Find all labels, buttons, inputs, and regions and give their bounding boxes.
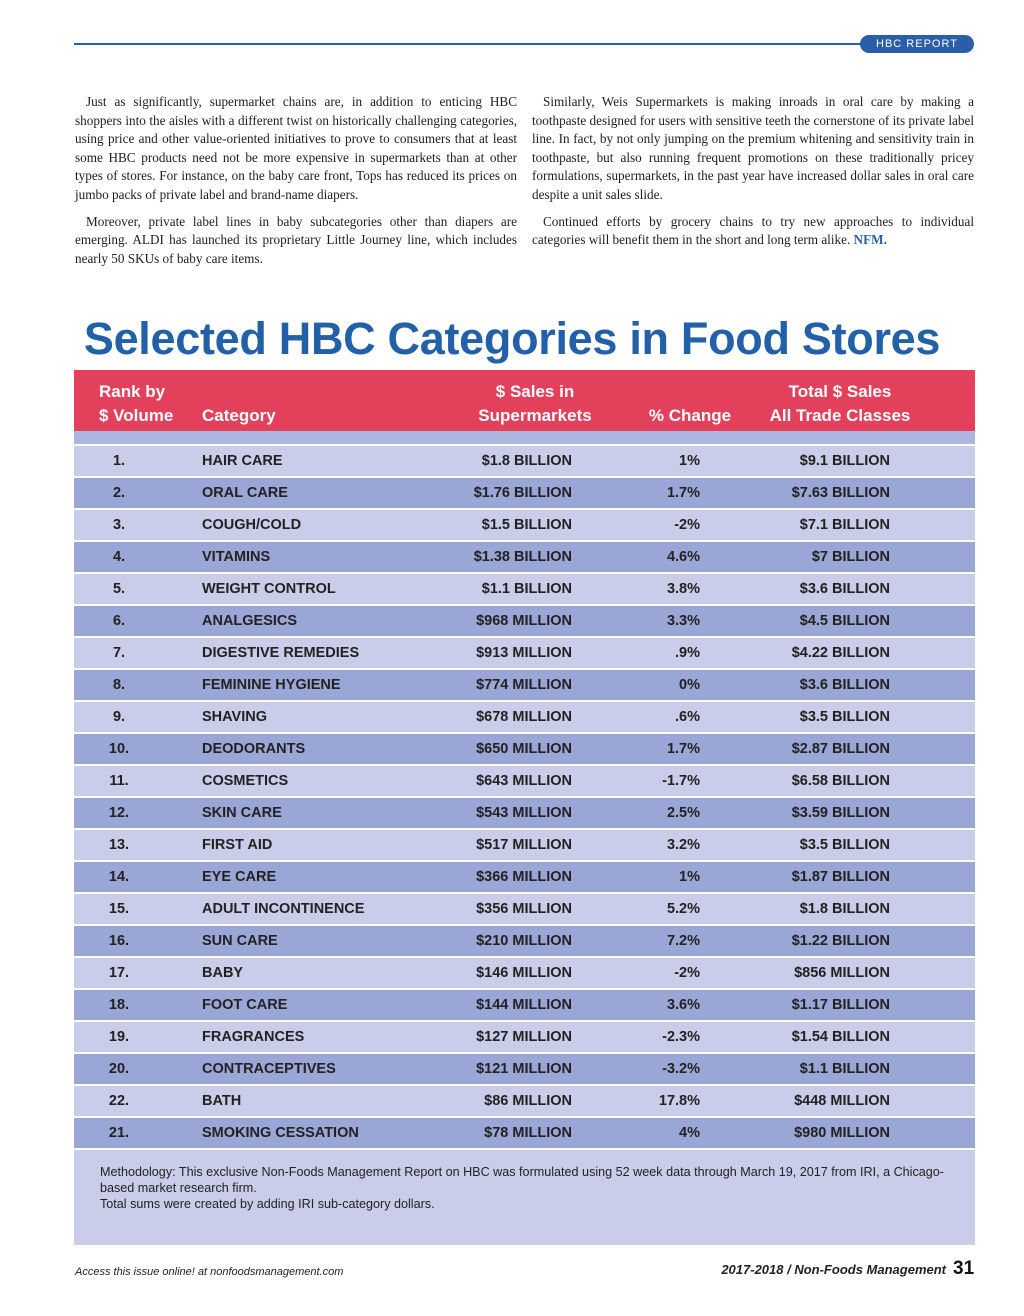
cell-change: 1.7% bbox=[666, 485, 700, 501]
cell-sales: $146 MILLION bbox=[476, 965, 572, 981]
cell-rank: 10. bbox=[108, 741, 130, 757]
cell-category: DIGESTIVE REMEDIES bbox=[202, 645, 360, 661]
table-row bbox=[74, 1052, 975, 1084]
cell-rank: 11. bbox=[109, 773, 129, 789]
cell-category: DEODORANTS bbox=[202, 741, 306, 757]
table-row bbox=[74, 444, 975, 476]
table-row bbox=[74, 572, 975, 604]
cell-sales: $650 MILLION bbox=[476, 741, 572, 757]
table-row bbox=[74, 636, 975, 668]
cell-category: ORAL CARE bbox=[202, 485, 288, 501]
cell-sales: $678 MILLION bbox=[476, 709, 572, 725]
header-total-line2: All Trade Classes bbox=[769, 406, 911, 425]
cell-category: BATH bbox=[202, 1093, 242, 1109]
cell-change: 3.3% bbox=[666, 613, 700, 629]
cell-sales: $78 MILLION bbox=[484, 1125, 572, 1141]
table-row bbox=[74, 668, 975, 700]
cell-category: FIRST AID bbox=[202, 837, 273, 853]
cell-change: -2.3% bbox=[662, 1029, 700, 1045]
header-total-line1: Total $ Sales bbox=[788, 382, 892, 401]
cell-category: SUN CARE bbox=[202, 933, 278, 949]
cell-category: WEIGHT CONTROL bbox=[202, 581, 336, 597]
article-paragraph-text: Continued efforts by grocery chains to try new approaches to individual categories will benefit them in the short and long term alike. bbox=[532, 213, 974, 248]
cell-category: FEMININE HYGIENE bbox=[202, 677, 341, 693]
section-badge: HBC REPORT bbox=[860, 35, 974, 53]
cell-total: $2.87 BILLION bbox=[791, 741, 890, 757]
table-row bbox=[74, 828, 975, 860]
cell-rank: 16. bbox=[108, 933, 130, 949]
header-sales-line1: $ Sales in bbox=[495, 382, 575, 401]
cell-total: $1.8 BILLION bbox=[799, 901, 890, 917]
cell-change: 17.8% bbox=[658, 1093, 700, 1109]
cell-total: $1.22 BILLION bbox=[791, 933, 890, 949]
cell-total: $3.5 BILLION bbox=[799, 837, 890, 853]
cell-category: SKIN CARE bbox=[202, 805, 282, 821]
cell-category: CONTRACEPTIVES bbox=[202, 1061, 336, 1077]
cell-total: $1.54 BILLION bbox=[791, 1029, 890, 1045]
table-row bbox=[74, 540, 975, 572]
cell-rank: 14. bbox=[108, 869, 130, 885]
cell-change: 0% bbox=[679, 677, 700, 693]
cell-sales: $517 MILLION bbox=[476, 837, 572, 853]
cell-rank: 2. bbox=[112, 485, 126, 501]
header-change: % Change bbox=[648, 406, 732, 425]
cell-sales: $1.1 BILLION bbox=[481, 581, 572, 597]
article-paragraph: Just as significantly, supermarket chains are, in addition to enticing HBC shoppers into the aisles with a different twist on historically challenging categories, using price and other value-oriented initiatives to prove to consumers that at least some HBC products need not be more expensive in supermarkets than at other types of stores. For instance, on the baby care front, Tops has reduced its prices on jumbo packs of private label and brand-name diapers. bbox=[75, 94, 517, 202]
table-row bbox=[74, 988, 975, 1020]
cell-change: -3.2% bbox=[662, 1061, 700, 1077]
cell-sales: $543 MILLION bbox=[476, 805, 572, 821]
cell-change: 7.2% bbox=[666, 933, 700, 949]
article-column-left bbox=[75, 93, 517, 276]
article-signature: NFM. bbox=[853, 232, 887, 248]
cell-sales: $774 MILLION bbox=[476, 677, 572, 693]
table-row bbox=[74, 764, 975, 796]
cell-category: FOOT CARE bbox=[202, 997, 288, 1013]
header-rank bbox=[99, 380, 173, 428]
table-row bbox=[74, 1084, 975, 1116]
table-row bbox=[74, 924, 975, 956]
cell-change: 1% bbox=[679, 869, 700, 885]
table-header bbox=[74, 370, 975, 431]
cell-rank: 9. bbox=[112, 709, 126, 725]
cell-sales: $121 MILLION bbox=[476, 1061, 572, 1077]
cell-category: BABY bbox=[202, 965, 244, 981]
table-row bbox=[74, 956, 975, 988]
cell-rank: 1. bbox=[112, 453, 126, 469]
cell-category: SHAVING bbox=[202, 709, 267, 725]
cell-total: $856 MILLION bbox=[794, 965, 890, 981]
table-row bbox=[74, 508, 975, 540]
cell-sales: $1.5 BILLION bbox=[481, 517, 572, 533]
cell-total: $3.6 BILLION bbox=[799, 581, 890, 597]
cell-total: $7.63 BILLION bbox=[791, 485, 890, 501]
cell-change: 5.2% bbox=[666, 901, 700, 917]
table-row bbox=[74, 732, 975, 764]
cell-category: VITAMINS bbox=[202, 549, 271, 565]
cell-sales: $86 MILLION bbox=[484, 1093, 572, 1109]
cell-change: 2.5% bbox=[666, 805, 700, 821]
cell-rank: 22. bbox=[108, 1093, 130, 1109]
header-category: Category bbox=[202, 406, 276, 425]
cell-sales: $356 MILLION bbox=[476, 901, 572, 917]
cell-total: $1.17 BILLION bbox=[791, 997, 890, 1013]
cell-change: -2% bbox=[674, 517, 700, 533]
cell-total: $7.1 BILLION bbox=[799, 517, 890, 533]
cell-category: EYE CARE bbox=[202, 869, 277, 885]
methodology-note bbox=[74, 1148, 975, 1245]
cell-sales: $1.8 BILLION bbox=[481, 453, 572, 469]
cell-rank: 7. bbox=[112, 645, 126, 661]
cell-sales: $643 MILLION bbox=[476, 773, 572, 789]
cell-change: -1.7% bbox=[662, 773, 700, 789]
cell-rank: 12. bbox=[108, 805, 130, 821]
cell-rank: 17. bbox=[108, 965, 130, 981]
cell-total: $4.5 BILLION bbox=[799, 613, 890, 629]
cell-rank: 4. bbox=[112, 549, 126, 565]
cell-rank: 5. bbox=[112, 581, 126, 597]
header-sales-line2: Supermarkets bbox=[478, 406, 592, 425]
table-row bbox=[74, 604, 975, 636]
cell-rank: 13. bbox=[108, 837, 130, 853]
cell-category: ADULT INCONTINENCE bbox=[202, 901, 365, 917]
cell-change: 1% bbox=[679, 453, 700, 469]
cell-sales: $210 MILLION bbox=[476, 933, 572, 949]
cell-total: $3.59 BILLION bbox=[791, 805, 890, 821]
cell-rank: 19. bbox=[108, 1029, 130, 1045]
article-paragraph: Moreover, private label lines in baby subcategories other than diapers are emerging. ALDI has launched its proprietary Little Journey line, which includes nearly 50 SKUs of baby care items. bbox=[75, 213, 517, 266]
cell-change: .9% bbox=[675, 645, 700, 661]
cell-sales: $913 MILLION bbox=[476, 645, 572, 661]
cell-rank: 8. bbox=[112, 677, 126, 693]
cell-change: -2% bbox=[674, 965, 700, 981]
cell-rank: 3. bbox=[112, 517, 126, 533]
table-header-spacer bbox=[74, 431, 975, 444]
cell-change: 3.8% bbox=[666, 581, 700, 597]
table-row bbox=[74, 476, 975, 508]
cell-sales: $366 MILLION bbox=[476, 869, 572, 885]
cell-rank: 21. bbox=[108, 1125, 130, 1141]
cell-rank: 18. bbox=[108, 997, 130, 1013]
cell-sales: $968 MILLION bbox=[476, 613, 572, 629]
cell-change: .6% bbox=[675, 709, 700, 725]
table-row bbox=[74, 1020, 975, 1052]
header-rank-line2: $ Volume bbox=[99, 406, 174, 425]
cell-total: $3.6 BILLION bbox=[799, 677, 890, 693]
table-row bbox=[74, 860, 975, 892]
article-paragraph bbox=[532, 213, 974, 250]
header-total bbox=[760, 380, 920, 428]
table-row bbox=[74, 700, 975, 732]
cell-category: ANALGESICS bbox=[202, 613, 298, 629]
table-row bbox=[74, 1116, 975, 1148]
cell-total: $980 MILLION bbox=[794, 1125, 890, 1141]
methodology-text: Methodology: This exclusive Non-Foods Management Report on HBC was formulated using 52 week data through March 19, 2017 from IRI, a Chicago-based market research firm. bbox=[100, 1165, 944, 1195]
cell-total: $448 MILLION bbox=[794, 1093, 890, 1109]
cell-category: SMOKING CESSATION bbox=[202, 1125, 359, 1141]
methodology-text: Total sums were created by adding IRI sub-category dollars. bbox=[100, 1197, 435, 1211]
cell-sales: $144 MILLION bbox=[476, 997, 572, 1013]
cell-total: $4.22 BILLION bbox=[791, 645, 890, 661]
article-column-right bbox=[532, 93, 974, 258]
cell-change: 1.7% bbox=[666, 741, 700, 757]
page-number: 31 bbox=[953, 1258, 975, 1279]
footer-url: Access this issue online! at nonfoodsmanagement.com bbox=[75, 1266, 344, 1278]
header-sales bbox=[468, 380, 602, 428]
table-row bbox=[74, 796, 975, 828]
cell-rank: 20. bbox=[108, 1061, 130, 1077]
cell-total: $1.1 BILLION bbox=[799, 1061, 890, 1077]
cell-sales: $1.38 BILLION bbox=[473, 549, 572, 565]
table-title: Selected HBC Categories in Food Stores bbox=[83, 313, 941, 364]
cell-category: HAIR CARE bbox=[202, 453, 283, 469]
table-row bbox=[74, 892, 975, 924]
footer-publication: 2017-2018 / Non-Foods Management bbox=[721, 1262, 946, 1277]
cell-sales: $127 MILLION bbox=[476, 1029, 572, 1045]
cell-category: FRAGRANCES bbox=[202, 1029, 305, 1045]
cell-total: $6.58 BILLION bbox=[791, 773, 890, 789]
categories-table bbox=[74, 370, 975, 1245]
cell-category: COUGH/COLD bbox=[202, 517, 302, 533]
cell-rank: 6. bbox=[112, 613, 126, 629]
cell-total: $1.87 BILLION bbox=[791, 869, 890, 885]
cell-total: $9.1 BILLION bbox=[799, 453, 890, 469]
article-paragraph: Similarly, Weis Supermarkets is making inroads in oral care by making a toothpaste designed for users with sensitive teeth the cornerstone of its private label line. In fact, by not only jumping on the premium whitening and sensitivity train in toothpaste, but also running frequent promotions on these traditionally pricey formulations, supermarkets, in the past year have increased dollar sales in oral care despite a unit sales slide. bbox=[532, 94, 974, 202]
table-body bbox=[74, 444, 975, 1148]
cell-rank: 15. bbox=[108, 901, 130, 917]
cell-sales: $1.76 BILLION bbox=[473, 485, 572, 501]
cell-change: 4.6% bbox=[666, 549, 700, 565]
cell-change: 4% bbox=[679, 1125, 700, 1141]
header-rule bbox=[74, 43, 874, 45]
cell-change: 3.6% bbox=[666, 997, 700, 1013]
cell-total: $7 BILLION bbox=[811, 549, 890, 565]
cell-category: COSMETICS bbox=[202, 773, 289, 789]
cell-change: 3.2% bbox=[666, 837, 700, 853]
cell-total: $3.5 BILLION bbox=[799, 709, 890, 725]
header-rank-line1: Rank by bbox=[99, 382, 166, 401]
